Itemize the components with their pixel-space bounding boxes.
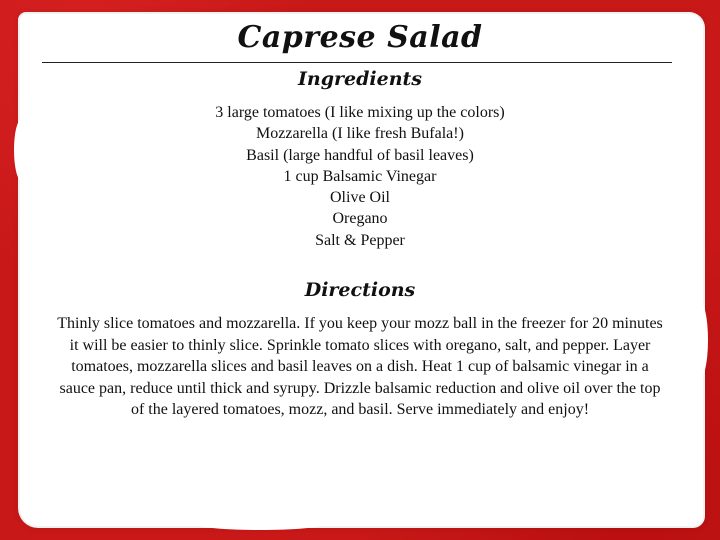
ingredient-item: Salt & Pepper [315,231,405,249]
ingredient-item: Olive Oil [330,189,390,207]
recipe-title: Caprese Salad [237,20,483,55]
ingredient-item: 3 large tomatoes (I like mixing up the colors) [215,104,505,121]
paper-edge-blob [200,520,320,530]
ingredients-list [0,102,720,251]
ingredient-item: Mozzarella (I like fresh Bufala!) [256,125,464,143]
directions-heading: Directions [304,279,416,301]
directions-text: Thinly slice tomatoes and mozzarella. If you keep your mozz ball in the freezer for 20 minutes it will be easier to thinly slice. Sprinkle tomato slices with oregano, salt, and pepper. Layer tomatoes, mozzarella slices and basil leaves on a dish. Heat 1 cup of balsamic vinegar in a sauce pan, reduce until thick and syrupy. Drizzle balsamic reduction and olive oil over the top of the layered tomatoes, mozz, and basil. Serve immediately and enjoy! [57,315,663,418]
title-divider [42,62,672,63]
ingredients-heading: Ingredients [298,68,422,90]
recipe-card [20,14,703,526]
ingredient-item: Basil (large handful of basil leaves) [246,146,474,164]
paper-edge-blob [690,300,708,380]
ingredient-item: 1 cup Balsamic Vinegar [283,167,437,185]
ingredient-item: Oregano [332,210,388,228]
